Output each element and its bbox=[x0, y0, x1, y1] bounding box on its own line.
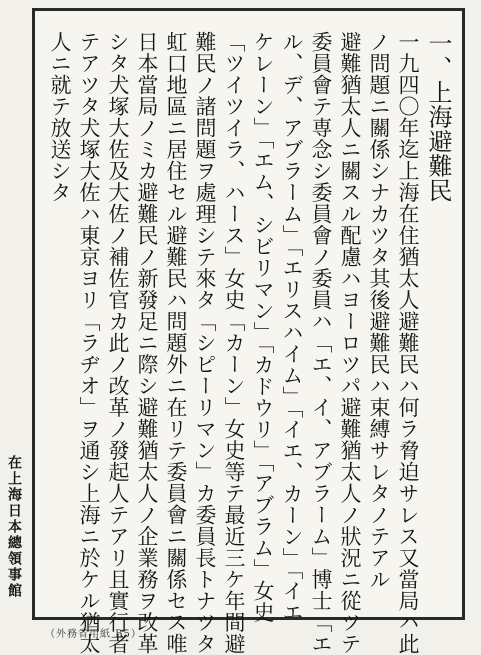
text-line: 一九四〇年迄上海在住猶太人避難民ハ何ラ脅迫サレス又當局ハ此 bbox=[396, 31, 420, 655]
text-line: ケレーン」「エム、シビリマン」「カドウリ」「アブラム」女史 bbox=[251, 31, 275, 623]
text-line: 難民ノ諸問題ヲ處理シテ來タ「シピーリマン」カ委員長トナツタ bbox=[193, 31, 217, 655]
text-line: 人ニ就テ放送シタ bbox=[48, 31, 72, 203]
text-line: テアツタ犬塚大佐ハ東京ヨリ「ラヂオ」ヲ通シ上海ニ於ケル猶太 bbox=[77, 31, 101, 655]
text-line: ル、デ、アブラーム」「エリスハイム」「イエ、カーン」「イエ bbox=[280, 31, 304, 623]
paper-footer: （外務省用紙 B5） bbox=[45, 629, 142, 640]
text-line: ノ問題ニ關係シナカツタ其後避難民ハ束縛サレタノテアル bbox=[367, 31, 391, 590]
text-line: 「ツイツイラ、ハース」女史「カーン」女史等テ最近三ケ年間避 bbox=[222, 31, 246, 655]
text-line: シタ犬塚大佐及大佐ノ補佐官カ此ノ改革ノ發起人テアリ且實行者 bbox=[106, 31, 130, 655]
text-line: 日本當局ノミカ避難民ノ新發足ニ際シ避難猶太人ノ企業務ヲ改革 bbox=[135, 31, 159, 655]
document-title: 一、上海避難民 bbox=[424, 31, 452, 203]
text-line: 虹口地區ニ居住セル避難民ハ問題外ニ在リテ委員會ニ關係セス唯 bbox=[164, 31, 188, 655]
consulate-name: 在上海日本總領事館 bbox=[6, 455, 22, 599]
text-line: 避難猶太人ニ關スル配慮ハヨーロツパ避難猶太人ノ狀況ニ從ツテ bbox=[338, 31, 362, 655]
text-line: 委員會テ専念シ委員會ノ委員ハ「エ、イ、アブラーム」博士「エ bbox=[309, 31, 333, 655]
